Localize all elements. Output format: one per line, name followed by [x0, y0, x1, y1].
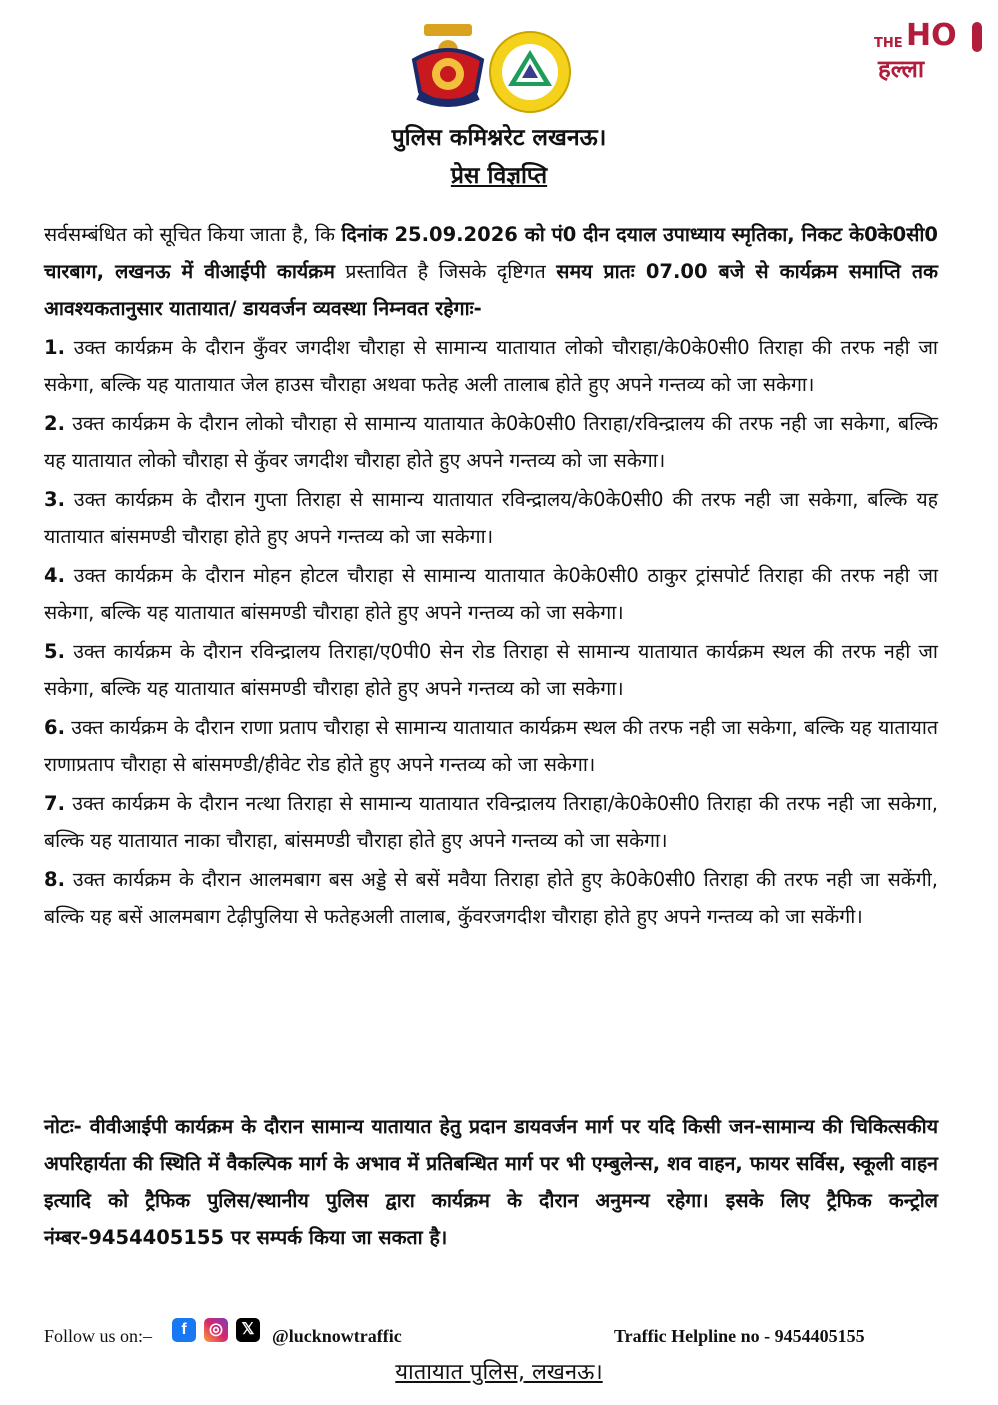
note-paragraph: नोटः- वीवीआईपी कार्यक्रम के दौरान सामान्य यातायात हेतु प्रदान डायवर्जन मार्ग पर यदि किसी जन-सामान्य की चिकित्सकीय अपरिहार्यता की स्थिति में वैकल्पिक मार्ग के अभाव में प्रतिबन्धित मार्ग पर भी एम्बुलेन्स, शव वाहन, फायर सर्विस, स्कूली वाहन इत्यादि को ट्रैफिक पुलिस/स्थानीय पुलिस द्वारा कार्यक्रम के दौरान अनुमन्य रहेगा। इसके लिए ट्रैफिक कन्ट्रोल नंम्बर-9454405155 पर सम्पर्क किया जा सकता है।	[44, 1115, 938, 1249]
page-title: पुलिस कमिश्नरेट लखनऊ।	[391, 125, 607, 151]
list-item: 4. उक्त कार्यक्रम के दौरान मोहन होटल चौराहा से सामान्य यातायात के0के0सी0 ठाकुर ट्रांसपोर्ट तिराहा की तरफ नही जा सकेगा, बल्कि यह यातायात बांसमण्डी चौराहा होते हुए अपने गन्तव्य को जा सकेगा।	[44, 564, 938, 624]
footer	[44, 1318, 944, 1354]
list-item: 2. उक्त कार्यक्रम के दौरान लोको चौराहा से सामान्य यातायात के0के0सी0 तिराहा/रविन्द्रालय की तरफ नही जा सकेगा, बल्कि यह यातायात लोको चौराहा से कुॅवर जगदीश चौराहा होते हुए अपने गन्तव्य को जा सकेगा।	[44, 412, 939, 472]
microphone-icon	[972, 22, 982, 52]
brand-the: THE	[874, 36, 903, 51]
facebook-icon[interactable]: f	[172, 1318, 196, 1342]
up-police-emblem-icon	[402, 20, 494, 112]
the-ho-halla-logo	[874, 18, 984, 84]
social-handle[interactable]: @lucknowtraffic	[272, 1326, 402, 1346]
page-subtitle: प्रेस विज्ञप्ति	[450, 163, 548, 189]
traffic-helpline: Traffic Helpline no - 9454405155	[614, 1326, 865, 1346]
intro-paragraph: सर्वसम्बंधित को सूचित किया जाता है, कि दिनांक 25.09.2026 को पं0 दीन दयाल उपाध्याय स्मृतिका, निकट के0के0सी0 चारबाग, लखनऊ में वीआईपी कार्यक्रम प्रस्तावित है जिसके दृष्टिगत समय प्रातः 07.00 बजे से कार्यक्रम समाप्ति तक आवश्यकतानुसार यातायात/ डायवर्जन व्यवस्था निम्नवत रहेगाः-	[44, 223, 938, 320]
x-twitter-icon[interactable]: 𝕏	[236, 1318, 260, 1342]
signature: यातायात पुलिस, लखनऊ।	[395, 1360, 603, 1385]
header-logos	[402, 20, 582, 120]
list-item: 1. उक्त कार्यक्रम के दौरान कुँवर जगदीश चौराहा से सामान्य यातायात लोको चौराहा/के0के0सी0 तिराहा की तरफ नही जा सकेगा, बल्कि यह यातायात जेल हाउस चौराहा अथवा फतेह अली तालाब होते हुए अपने गन्तव्य को जा सकेगा।	[44, 336, 938, 396]
list-item: 5. उक्त कार्यक्रम के दौरान रविन्द्रालय तिराहा/ए0पी0 सेन रोड तिराहा से सामान्य यातायात कार्यक्रम स्थल की तरफ नही जा सकेगा, बल्कि यह यातायात बांसमण्डी चौराहा होते हुए अपने गन्तव्य को जा सकेगा।	[44, 640, 938, 700]
instagram-icon[interactable]: ◎	[204, 1318, 228, 1342]
list-item: 7. उक्त कार्यक्रम के दौरान नत्था तिराहा से सामान्य यातायात रविन्द्रालय तिराहा/के0के0सी0 तिराहा की तरफ नही जा सकेगा, बल्कि यह यातायात नाका चौराहा, बांसमण्डी चौराहा होते हुए अपने गन्तव्य को जा सकेगा।	[44, 792, 939, 852]
press-release-body	[44, 216, 938, 937]
brand-halla: हल्ला	[878, 55, 925, 83]
list-item: 3. उक्त कार्यक्रम के दौरान गुप्ता तिराहा से सामान्य यातायात रविन्द्रालय/के0के0सी0 की तरफ नही जा सकेगा, बल्कि यह यातायात बांसमण्डी चौराहा होते हुए अपने गन्तव्य को जा सकेगा।	[44, 488, 938, 548]
traffic-police-seal-icon	[488, 30, 572, 114]
list-item: 8. उक्त कार्यक्रम के दौरान आलमबाग बस अड्डे से बसें मवैया तिराहा होते हुए के0के0सी0 तिराहा की तरफ नही जा सकेंगी, बल्कि यह बसें आलमबाग टेढ़ीपुलिया से फतेहअली तालाब, कुॅवरजगदीश चौराहा होते हुए अपने गन्तव्य को जा सकेंगी।	[44, 868, 939, 928]
follow-us-label: Follow us on:–	[44, 1326, 153, 1346]
list-item: 6. उक्त कार्यक्रम के दौरान राणा प्रताप चौराहा से सामान्य यातायात कार्यक्रम स्थल की तरफ नही जा सकेगा, बल्कि यह यातायात राणाप्रताप चौराहा से बांसमण्डी/हीवेट रोड होते हुए अपने गन्तव्य को जा सकेगा।	[44, 716, 938, 776]
brand-ho: HO	[906, 18, 957, 53]
